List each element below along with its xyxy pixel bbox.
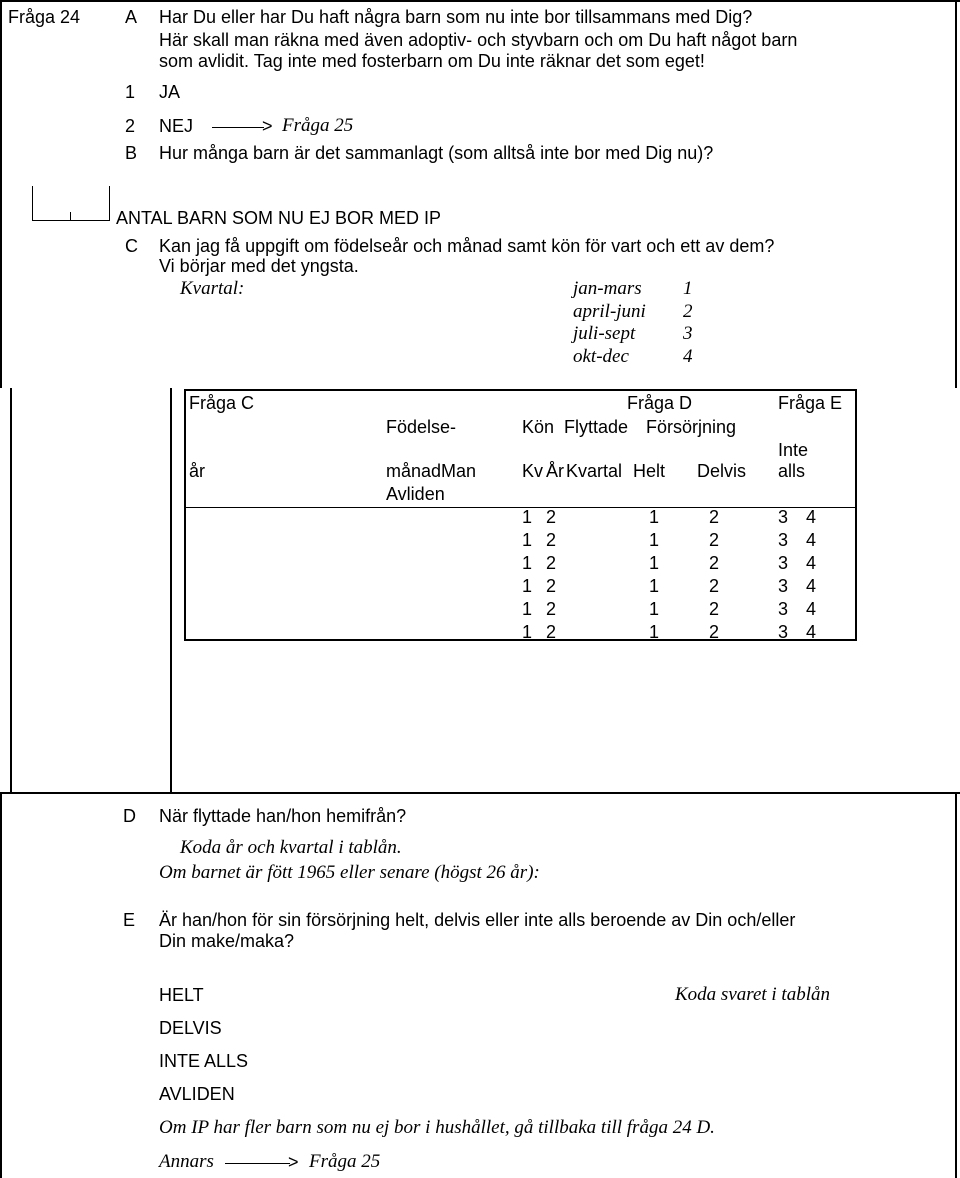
part-a-line-2: Här skall man räkna med även adoptiv- och styvbarn och om Du haft något barn [159, 30, 798, 50]
part-c-line-1: Kan jag få uppgift om födelseår och månad samt kön för vart och ett av dem? [159, 236, 775, 256]
table-cell-kon-kv: 2 [546, 507, 557, 527]
table-cell-kon-kv: 2 [546, 553, 557, 573]
question-number: Fråga 24 [8, 7, 81, 27]
col-kvartal: Kvartal [566, 461, 623, 481]
frame-left-upper [0, 0, 2, 388]
table-cell-kon-man: 1 [522, 622, 533, 642]
frame-left-lower [0, 792, 2, 1178]
part-d-condition: Om barnet är fött 1965 eller senare (högst 26 år): [159, 862, 540, 883]
table-head-fraga-c: Fråga C [189, 393, 255, 413]
frame-right-lower [955, 792, 957, 1178]
col-kv: Kv [522, 461, 544, 481]
count-box-label: ANTAL BARN SOM NU EJ BOR MED IP [116, 208, 442, 228]
table-cell-flyttade: 1 [649, 553, 660, 573]
else-label: Annars [159, 1151, 214, 1172]
table-cell-helt: 2 [709, 576, 720, 596]
col-ar: år [189, 461, 206, 481]
table-cell-inte-alls: 4 [806, 622, 817, 642]
inner-left-border [10, 388, 12, 792]
option-nej-number: 2 [125, 116, 136, 136]
table-cell-kon-kv: 2 [546, 530, 557, 550]
part-b-text: Hur många barn är det sammanlagt (som alltså inte bor med Dig nu)? [159, 143, 714, 163]
table-cell-helt: 2 [709, 553, 720, 573]
kvartal-label: Kvartal: [180, 278, 245, 299]
part-a-line-1: Har Du eller har Du haft några barn som nu inte bor tillsammans med Dig? [159, 7, 753, 27]
table-head-fraga-e: Fråga E [778, 393, 843, 413]
table-head-fraga-d: Fråga D [627, 393, 693, 413]
table-cell-delvis: 3 [778, 553, 789, 573]
table-cell-delvis: 3 [778, 530, 789, 550]
table-cell-inte-alls: 4 [806, 553, 817, 573]
table-cell-helt: 2 [709, 507, 720, 527]
kvartal-3-label: juli-sept [573, 323, 636, 344]
part-d-note: Koda år och kvartal i tablån. [180, 837, 402, 858]
option-avliden: AVLIDEN [159, 1084, 235, 1104]
option-helt: HELT [159, 985, 204, 1005]
kvartal-2-label: april-juni [573, 301, 646, 322]
col-flyttade: Flyttade [564, 417, 629, 437]
table-cell-inte-alls: 4 [806, 576, 817, 596]
table-cell-inte-alls: 4 [806, 530, 817, 550]
col-kon: Kön [522, 417, 555, 437]
part-e-letter: E [123, 910, 136, 930]
option-ja-number: 1 [125, 82, 136, 102]
inner-mid-border [170, 388, 172, 792]
col-avliden: Avliden [386, 484, 445, 504]
part-e-line-2: Din make/maka? [159, 931, 295, 951]
table-cell-flyttade: 1 [649, 507, 660, 527]
table-cell-kon-man: 1 [522, 507, 533, 527]
part-b-letter: B [125, 143, 138, 163]
kvartal-1-code: 1 [683, 278, 693, 299]
table-cell-inte-alls: 4 [806, 599, 817, 619]
table-cell-flyttade: 1 [649, 622, 660, 642]
code-note: Koda svaret i tablån [675, 984, 830, 1005]
frame-right-upper [955, 0, 957, 388]
table-cell-helt: 2 [709, 530, 720, 550]
table-cell-kon-man: 1 [522, 553, 533, 573]
else-target: Fråga 25 [309, 1151, 381, 1172]
col-helt: Helt [633, 461, 666, 481]
part-a-line-3: som avlidit. Tag inte med fosterbarn om Du inte räknar det som eget! [159, 51, 705, 71]
table-cell-delvis: 3 [778, 622, 789, 642]
table-cell-delvis: 3 [778, 599, 789, 619]
col-manad-man: månadMan [386, 461, 477, 481]
kvartal-1-label: jan-mars [573, 278, 642, 299]
option-delvis: DELVIS [159, 1018, 222, 1038]
part-e-line-1: Är han/hon för sin försörjning helt, delvis eller inte alls beroende av Din och/eller [159, 910, 796, 930]
else-arrow-line [225, 1163, 290, 1164]
kvartal-3-code: 3 [683, 323, 693, 344]
table-cell-kon-man: 1 [522, 576, 533, 596]
table-cell-kon-man: 1 [522, 599, 533, 619]
table-cell-flyttade: 1 [649, 599, 660, 619]
option-ja-label: JA [159, 82, 181, 102]
table-cell-kon-kv: 2 [546, 622, 557, 642]
col-alls: alls [778, 461, 806, 481]
skip-target: Fråga 25 [282, 115, 354, 136]
count-entry-box[interactable] [32, 186, 110, 221]
col-inte: Inte [778, 440, 809, 460]
frame-mid-divider [0, 792, 960, 794]
table-cell-kon-kv: 2 [546, 599, 557, 619]
table-header-divider [186, 507, 855, 508]
part-a-letter: A [125, 7, 138, 27]
part-c-letter: C [125, 236, 138, 256]
part-c-line-2: Vi börjar med det yngsta. [159, 256, 359, 276]
kvartal-4-code: 4 [683, 346, 693, 367]
table-cell-inte-alls: 4 [806, 507, 817, 527]
table-cell-flyttade: 1 [649, 576, 660, 596]
table-cell-flyttade: 1 [649, 530, 660, 550]
part-d-text: När flyttade han/hon hemifrån? [159, 806, 407, 826]
col-delvis: Delvis [697, 461, 747, 481]
table-cell-delvis: 3 [778, 576, 789, 596]
loop-note: Om IP har fler barn som nu ej bor i hushållet, gå tillbaka till fråga 24 D. [159, 1117, 715, 1138]
frame-top [0, 0, 960, 2]
kvartal-2-code: 2 [683, 301, 693, 322]
table-cell-kon-man: 1 [522, 530, 533, 550]
table-cell-kon-kv: 2 [546, 576, 557, 596]
col-ar-2: År [546, 461, 564, 481]
part-d-letter: D [123, 806, 136, 826]
answer-table [184, 389, 857, 641]
skip-arrow-line [212, 127, 264, 128]
option-nej-label: NEJ [159, 116, 194, 136]
skip-arrow-head: > [262, 116, 273, 136]
else-arrow-head: > [288, 1152, 299, 1172]
col-fodelse: Födelse- [386, 417, 457, 437]
table-cell-helt: 2 [709, 622, 720, 642]
col-forsorjning: Försörjning [646, 417, 737, 437]
kvartal-4-label: okt-dec [573, 346, 629, 367]
table-cell-delvis: 3 [778, 507, 789, 527]
option-inte-alls: INTE ALLS [159, 1051, 249, 1071]
table-cell-helt: 2 [709, 599, 720, 619]
